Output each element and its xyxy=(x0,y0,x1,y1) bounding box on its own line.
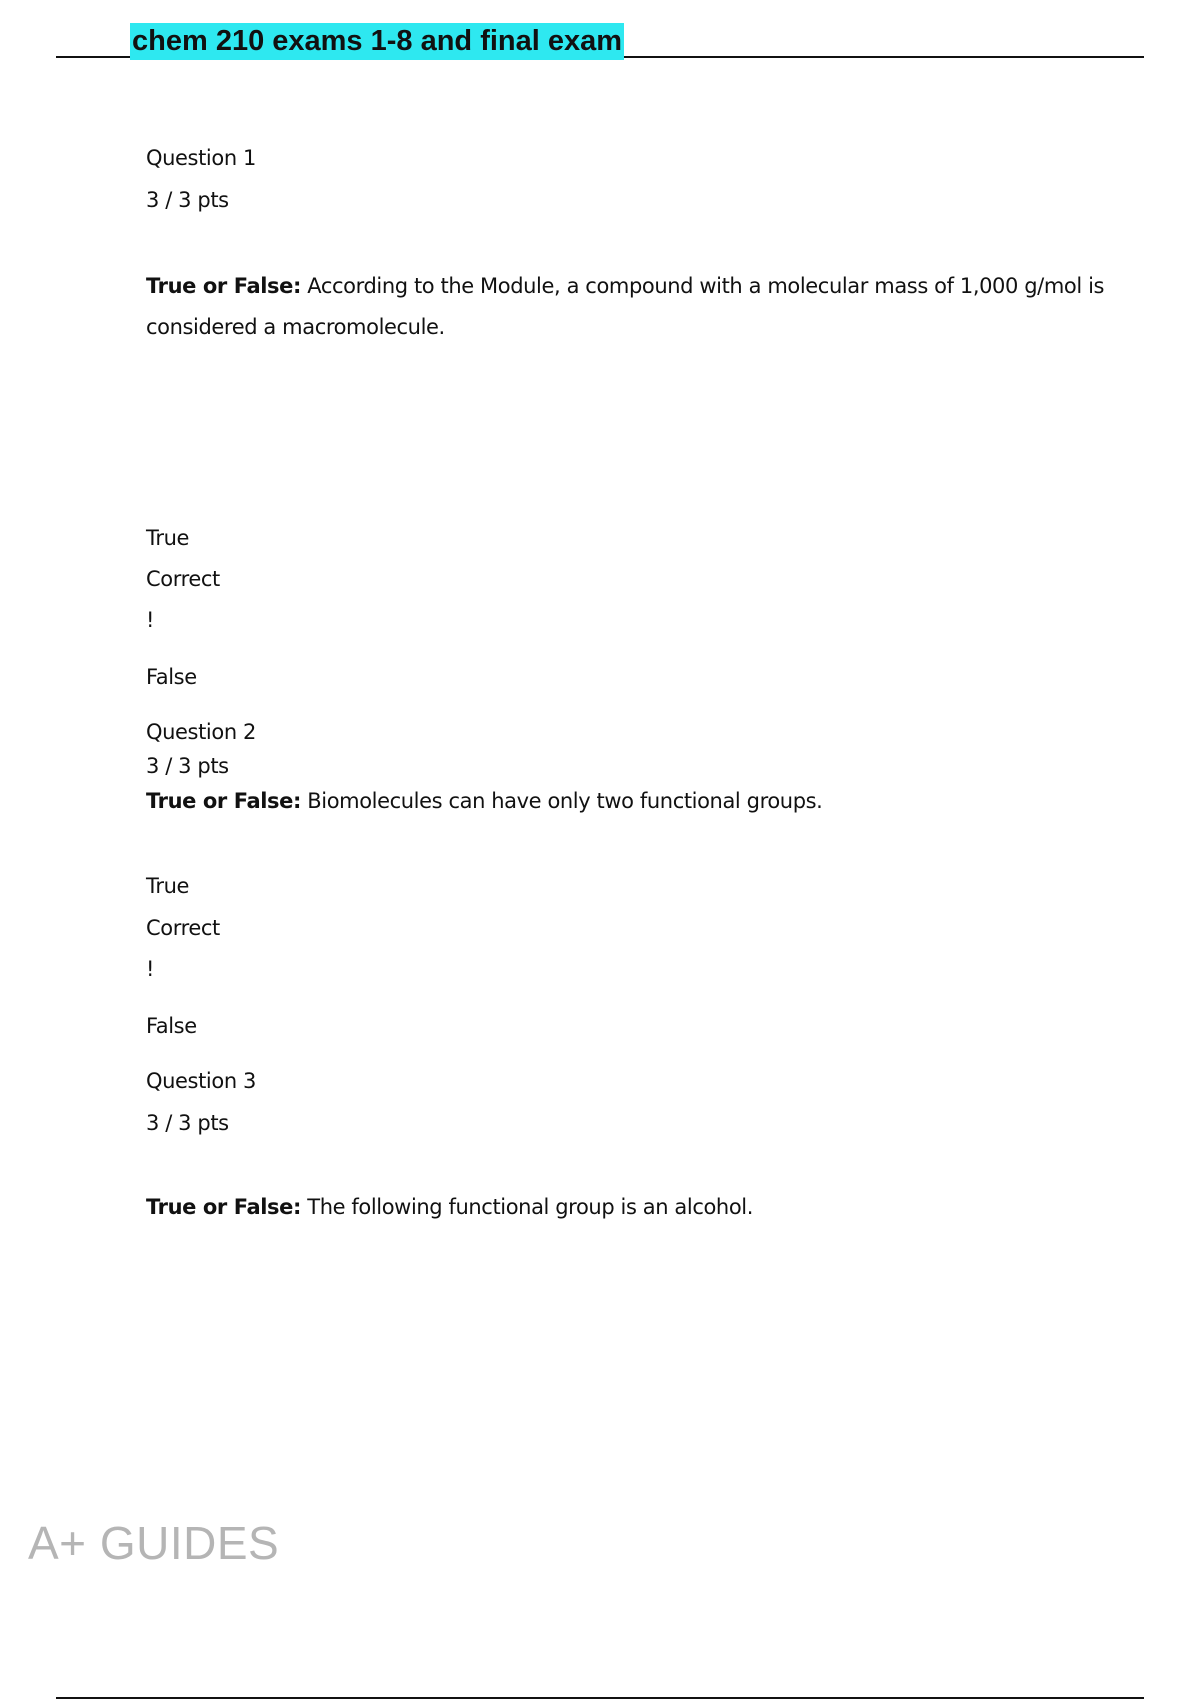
question-1-option-false[interactable]: False xyxy=(146,665,197,689)
question-2-correct-label: Correct xyxy=(146,916,220,940)
question-1-label: Question 1 xyxy=(146,146,256,170)
question-2-prompt xyxy=(146,789,822,813)
question-2-prompt-bold: True or False: xyxy=(146,789,301,813)
question-2-marker: ! xyxy=(146,957,155,981)
watermark-text: A+ GUIDES xyxy=(28,1517,280,1569)
question-1-prompt xyxy=(146,266,1126,348)
question-3-prompt-text: The following functional group is an alcohol. xyxy=(301,1195,753,1219)
question-1-prompt-text: According to the Module, a compound with a molecular mass of 1,000 g/mol is considered a macromolecule. xyxy=(146,274,1105,339)
question-1-points: 3 / 3 pts xyxy=(146,188,229,212)
question-3-prompt-bold: True or False: xyxy=(146,1195,301,1219)
question-1-marker: ! xyxy=(146,608,155,632)
question-1-correct-label: Correct xyxy=(146,567,220,591)
question-2-option-true[interactable]: True xyxy=(146,874,190,898)
question-3-label: Question 3 xyxy=(146,1069,256,1093)
question-2-points: 3 / 3 pts xyxy=(146,754,229,778)
question-2-label: Question 2 xyxy=(146,720,256,744)
question-3-points: 3 / 3 pts xyxy=(146,1111,229,1135)
question-1-prompt-bold: True or False: xyxy=(146,274,301,298)
question-1-option-true[interactable]: True xyxy=(146,526,190,550)
document-title: chem 210 exams 1-8 and final exam xyxy=(130,23,624,60)
question-3-prompt xyxy=(146,1195,753,1219)
question-2-option-false[interactable]: False xyxy=(146,1014,197,1038)
footer-rule xyxy=(56,1697,1144,1699)
question-2-prompt-text: Biomolecules can have only two functional groups. xyxy=(301,789,823,813)
